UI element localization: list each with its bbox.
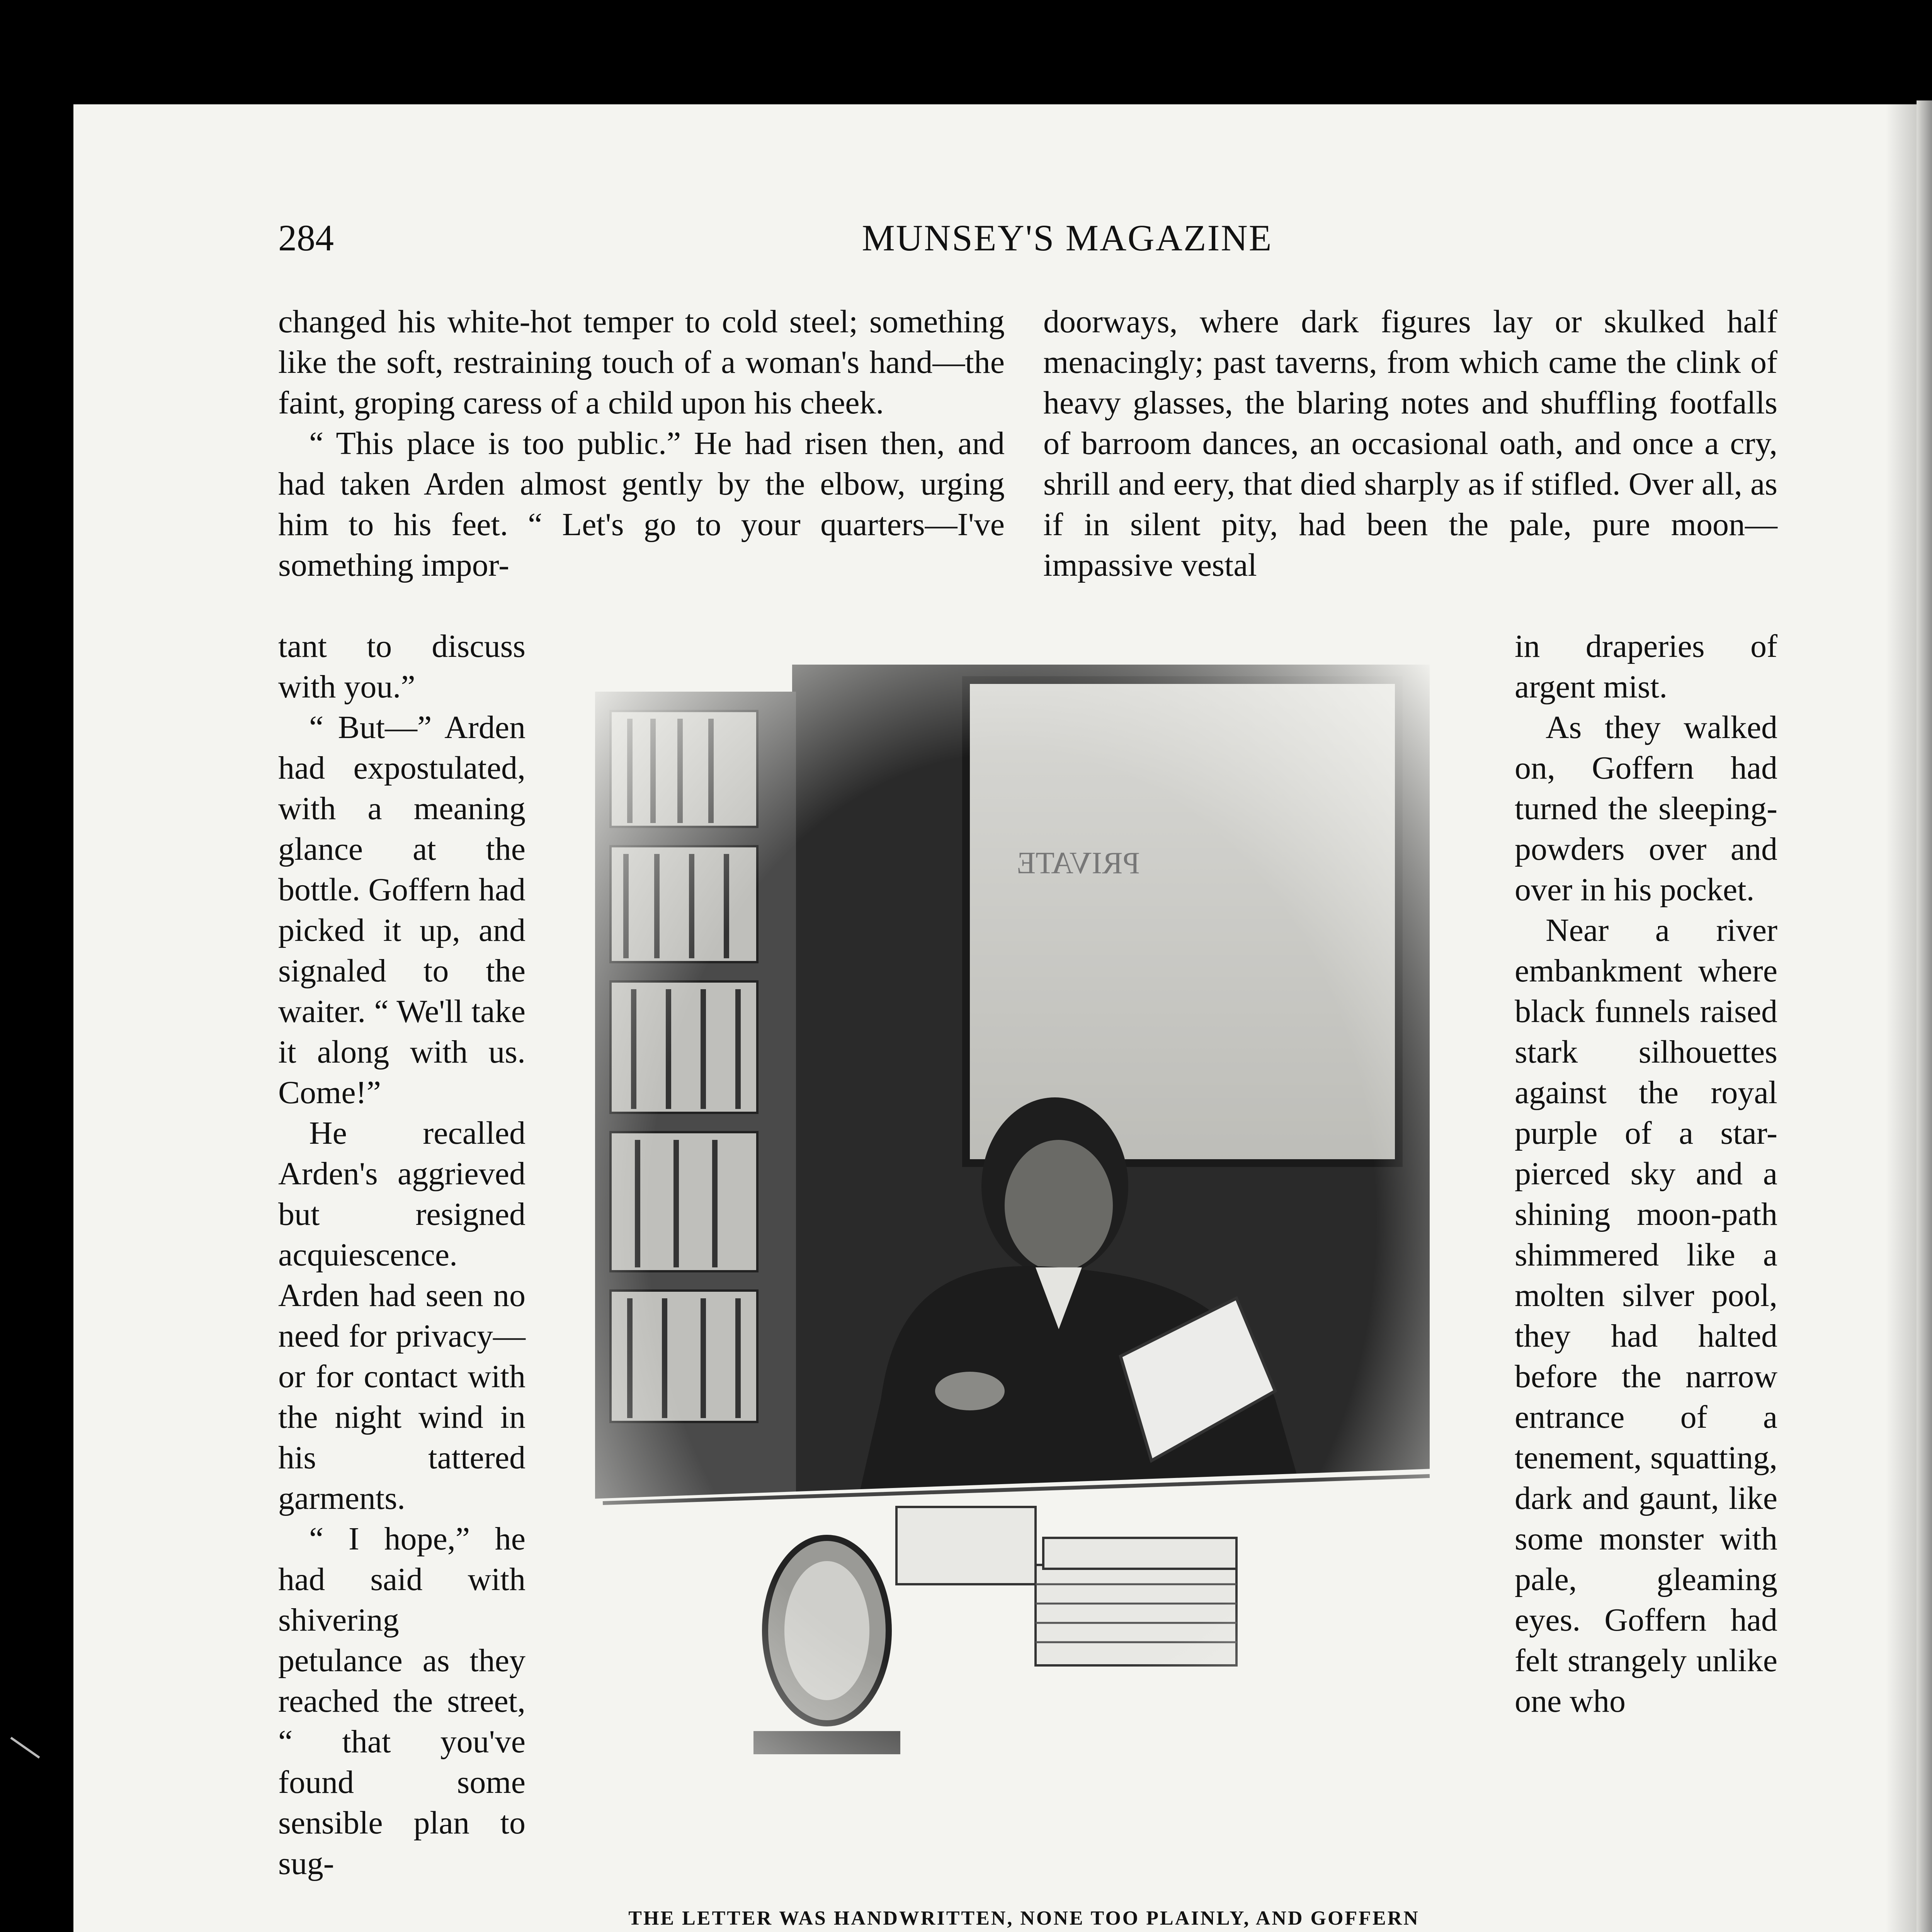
paragraph: “ This place is too public.” He had risen then, and had taken Arden almost gently by the elbow, urging him to his feet. “ Let's go to your quarters—I've something impor- bbox=[278, 425, 1005, 583]
right-column-narrow bbox=[1515, 626, 1777, 1721]
dust-speck bbox=[10, 1737, 40, 1759]
paragraph: doorways, where dark figures lay or skulked half menacingly; past taverns, from which came the clink of heavy glasses, the blaring notes and shuffling footfalls of barroom dances, an occasional oath, and once a cry, shrill and eery, that died sharply as if stifled. Over all, as if in silent pity, had been the pale, pure moon—impassive vestal bbox=[1043, 304, 1777, 583]
paragraph: He recalled Arden's aggrieved but resigned acquiescence. Arden had seen no need for privacy—or for contact with the night wind in his tattered garments. bbox=[278, 1115, 526, 1516]
paragraph: Near a river embankment where black funnels raised stark silhouettes against the royal purple of a star-pierced sky and a shining moon-path shimmered like a molten silver pool, they had halted before the narrow entrance of a tenement, squatting, dark and gaunt, like some monster with pale, gleaming eyes. Goffern had felt strangely unlike one who bbox=[1515, 912, 1777, 1719]
paragraph: changed his white-hot temper to cold steel; something like the soft, restraining touch of a woman's hand—the faint, groping caress of a child upon his cheek. bbox=[278, 304, 1005, 421]
right-column-top bbox=[1043, 301, 1777, 585]
left-column-narrow bbox=[278, 626, 526, 1884]
running-head: MUNSEY'S MAGAZINE bbox=[862, 217, 1273, 259]
paragraph: “ I hope,” he had said with shivering petulance as they reached the street, “ that you've found some sensible plan to sug- bbox=[278, 1521, 526, 1881]
paragraph: As they walked on, Goffern had turned the sleeping-powders over and over in his pocket. bbox=[1515, 709, 1777, 908]
paragraph: in draperies of argent mist. bbox=[1515, 628, 1777, 705]
page-edge bbox=[1917, 100, 1932, 1932]
illustration-caption: THE LETTER WAS HANDWRITTEN, NONE TOO PLAINLY, AND GOFFERN bbox=[628, 1907, 1420, 1929]
page-number: 284 bbox=[278, 217, 334, 259]
paragraph: “ But—” Arden had expostulated, with a meaning glance at the bottle. Goffern had picked it up, and signaled to the waiter. “ We'll take it along with us. Come!” bbox=[278, 709, 526, 1111]
left-column-top bbox=[278, 301, 1005, 585]
illustration-man-reading-letter bbox=[580, 665, 1445, 1777]
page-header bbox=[0, 216, 1932, 263]
paragraph: tant to discuss with you.” bbox=[278, 628, 526, 705]
